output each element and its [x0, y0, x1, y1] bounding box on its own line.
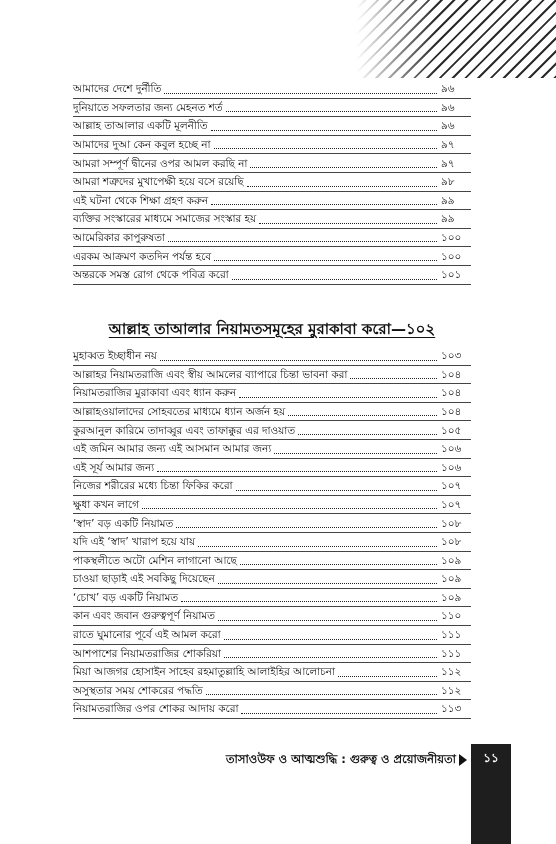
toc-entry-page: ১০৯	[441, 554, 462, 567]
decorative-stripes	[356, 0, 556, 78]
dot-leader	[218, 620, 437, 621]
toc-entry[interactable]	[73, 99, 471, 118]
dot-leader	[214, 260, 437, 261]
dot-leader	[176, 527, 437, 528]
toc-entry-title: আমরা সম্পূর্ণ দ্বীনের ওপর আমল করছি না	[73, 157, 248, 170]
toc-entry-page: ৯৮	[441, 176, 455, 189]
dot-leader	[298, 434, 437, 435]
toc-entry-title: এরকম আক্রমণ কতদিন পর্যন্ত হবে	[73, 250, 212, 263]
toc-entry-title: আমাদের দুআ কেন কবুল হচ্ছে না	[73, 138, 211, 151]
toc-entry-title: আল্লাহওয়ালাদের সোহবতের মাধ্যমে ধ্যান অর্জন হয়	[73, 405, 286, 418]
toc-entry-title: আমেরিকার কাপুরুষতা	[73, 231, 165, 244]
toc-entry-title: আমাদের দেশে দুর্নীতি	[73, 83, 162, 96]
toc-entry-page: ৯৬	[441, 101, 455, 114]
toc-list	[73, 80, 471, 285]
dot-leader	[241, 713, 437, 714]
toc-entry-page: ১০৪	[441, 368, 462, 381]
toc-entry[interactable]	[73, 645, 471, 664]
page-number: ১১	[483, 751, 499, 765]
dot-leader	[240, 564, 437, 565]
dot-leader	[160, 360, 437, 361]
toc-entry-title: নিয়ামতরাজির মুরাকাবা এবং ধ্যান করুন	[73, 387, 237, 400]
page-number-tab	[471, 744, 511, 844]
toc-entry-title: রাতে ঘুমানোর পূর্বে এই আমল করো	[73, 629, 221, 642]
toc-entry-title: ‘স্বাদ’ বড় একটি নিয়ামত	[73, 517, 174, 530]
dot-leader	[226, 111, 437, 112]
toc-entry-page: ১০০	[441, 250, 462, 263]
toc-entry[interactable]	[73, 700, 471, 719]
toc-entry[interactable]	[73, 533, 471, 552]
toc-entry[interactable]	[73, 366, 471, 385]
toc-entry[interactable]	[73, 154, 471, 173]
toc-entry-title: অসুস্থতার সময় শোকরের পদ্ধতি	[73, 684, 203, 697]
dot-leader	[224, 639, 437, 640]
dot-leader	[218, 583, 437, 584]
dot-leader	[164, 93, 437, 94]
dot-leader	[247, 186, 437, 187]
dot-leader	[206, 694, 437, 695]
dot-leader	[239, 397, 437, 398]
toc-entry[interactable]	[73, 421, 471, 440]
dot-leader	[224, 657, 437, 658]
toc-entry-page: ৯৬	[441, 120, 455, 133]
toc-entry-page: ১০৫	[441, 424, 462, 437]
toc-entry-page: ১০৮	[441, 536, 462, 549]
toc-entry-page: ৯৭	[441, 138, 455, 151]
section-title: আল্লাহ তাআলার নিয়ামতসমূহের মুরাকাবা করো—১০২	[108, 320, 436, 338]
toc-entry-page: ১০৯	[441, 573, 462, 586]
toc-entry-title: ‘চোখ’ বড় একটি নিয়ামত	[73, 591, 179, 604]
dot-leader	[259, 223, 437, 224]
dot-leader	[232, 279, 437, 280]
toc-entry-title: দুনিয়াতে সফলতার জন্য মেহনত শর্ত	[73, 101, 223, 114]
toc-entry-title: আল্লাহ তাআলার একটি মূলনীতি	[73, 120, 208, 133]
toc-entry-page: ৯৬	[441, 83, 455, 96]
dot-leader	[236, 490, 437, 491]
toc-entry-page: ১০৮	[441, 517, 462, 530]
toc-entry-title: চাওয়া ছাড়াই এই সবকিছু দিয়েছেন	[73, 573, 215, 586]
dot-leader	[350, 378, 437, 379]
toc-entry-page: ৯৯	[441, 213, 455, 226]
toc-entry-page: ১১২	[441, 666, 462, 679]
toc-entry-title: নিজের শরীরের মধ্যে চিন্তা ফিকির করো	[73, 480, 233, 493]
toc-entry[interactable]	[73, 626, 471, 645]
toc-entry-page: ১০৪	[441, 405, 462, 418]
dot-leader	[250, 167, 437, 168]
toc-entry-page: ১১০	[441, 610, 462, 623]
dot-leader	[211, 204, 437, 205]
dot-leader	[211, 130, 437, 131]
toc-entry[interactable]	[73, 682, 471, 701]
toc-entry-title: অন্তরকে সমস্ত রোগ থেকে পবিত্র করো	[73, 269, 229, 282]
toc-entry[interactable]	[73, 136, 471, 155]
toc-entry-page: ৯৯	[441, 194, 455, 207]
toc-entry-page: ১০০	[441, 231, 462, 244]
toc-entry[interactable]	[73, 80, 471, 99]
toc-entry-page: ১১১	[441, 647, 462, 660]
toc-entry-title: আশপাশের নিয়ামতরাজির শোকরিয়া	[73, 647, 222, 660]
toc-entry-title: কান এবং জবান গুরুত্বপূর্ণ নিয়ামত	[73, 610, 215, 623]
toc-entry[interactable]	[73, 347, 471, 366]
dot-leader	[181, 601, 437, 602]
toc-entry[interactable]	[73, 477, 471, 496]
toc-entry[interactable]	[73, 229, 471, 248]
toc-entry[interactable]	[73, 210, 471, 229]
toc-entry-title: ব্যক্তির সংস্কারের মাধ্যমে সমাজের সংস্কার হয়	[73, 213, 257, 226]
running-footer-title: তাসাওউফ ও আত্মশুদ্ধি : গুরুত্ব ও প্রয়োজনীয়তা	[225, 752, 456, 766]
toc-entry[interactable]	[73, 403, 471, 422]
toc-entry[interactable]	[73, 247, 471, 266]
dot-leader	[142, 508, 437, 509]
dot-leader	[214, 148, 437, 149]
toc-entry-page: ১১১	[441, 629, 462, 642]
toc-entry-page: ১০৩	[441, 350, 462, 363]
toc-entry-page: ১০৬	[441, 443, 462, 456]
toc-entry-page: ১০৭	[441, 498, 462, 511]
toc-entry[interactable]	[73, 117, 471, 136]
dot-leader	[288, 415, 437, 416]
toc-entry-title: এই সূর্য আমার জন্য	[73, 461, 155, 474]
toc-entry-title: পাকস্থলীতে অটো মেশিন লাগানো আছে	[73, 554, 237, 567]
dot-leader	[198, 546, 437, 547]
toc-entry-title: নিয়ামতরাজির ওপর শোকর আদায় করো	[73, 703, 239, 716]
toc-entry-page: ১০৯	[441, 591, 462, 604]
toc-entry-title: যদি এই ‘স্বাদ’ খারাপ হয়ে যায়	[73, 536, 196, 549]
dot-leader	[157, 471, 437, 472]
toc-entry-title: আমরা শত্রুদের মুখাপেক্ষী হয়ে বসে রয়েছি	[73, 176, 244, 189]
arrow-right-icon	[459, 754, 467, 766]
toc-entry-page: ১১৩	[441, 703, 462, 716]
toc-entry-title: ক্ষুধা কখন লাগে	[73, 498, 139, 511]
toc-entry[interactable]	[73, 192, 471, 211]
toc-entry-title: এই জমিন আমার জন্য এই আসমান আমার জন্য	[73, 443, 272, 456]
toc-entry[interactable]	[73, 552, 471, 571]
toc-entry-title: আল্লাহর নিয়ামতরাজি এবং স্বীয় আমলের ব্যাপারে চিন্তা ভাবনা করা	[73, 368, 348, 381]
toc-entry[interactable]	[73, 384, 471, 403]
toc-entry-title: এই ঘটনা থেকে শিক্ষা গ্রহণ করুন	[73, 194, 209, 207]
toc-entry[interactable]	[73, 173, 471, 192]
toc-entry[interactable]	[73, 496, 471, 515]
toc-entry-page: ১০১	[441, 269, 462, 282]
toc-entry[interactable]	[73, 570, 471, 589]
dot-leader	[168, 241, 437, 242]
toc-entry-page: ১০৬	[441, 461, 462, 474]
toc-entry-title: কুরআনুল কারিমে তাদাব্বুর এবং তাফাক্কুর এর দাওয়াত	[73, 424, 296, 437]
toc-entry[interactable]	[73, 459, 471, 478]
toc-entry[interactable]	[73, 589, 471, 608]
toc-entry-title: মিয়া আজগর হোসাইন সাহেব রহমাতুল্লাহি আলাইহির আলোচনা	[73, 666, 335, 679]
dot-leader	[274, 453, 437, 454]
toc-entry-page: ১০৪	[441, 387, 462, 400]
toc-entry[interactable]	[73, 607, 471, 626]
toc-entry-title: মুহাব্বত ইচ্ছাধীন নয়	[73, 350, 157, 363]
toc-list	[73, 347, 471, 719]
toc-entry-page: ৯৭	[441, 157, 455, 170]
toc-entry[interactable]	[73, 514, 471, 533]
toc-entry[interactable]	[73, 663, 471, 682]
toc-entry[interactable]	[73, 440, 471, 459]
toc-entry-page: ১১২	[441, 684, 462, 697]
toc-entry[interactable]	[73, 266, 471, 285]
toc-entry-page: ১০৭	[441, 480, 462, 493]
dot-leader	[338, 676, 437, 677]
